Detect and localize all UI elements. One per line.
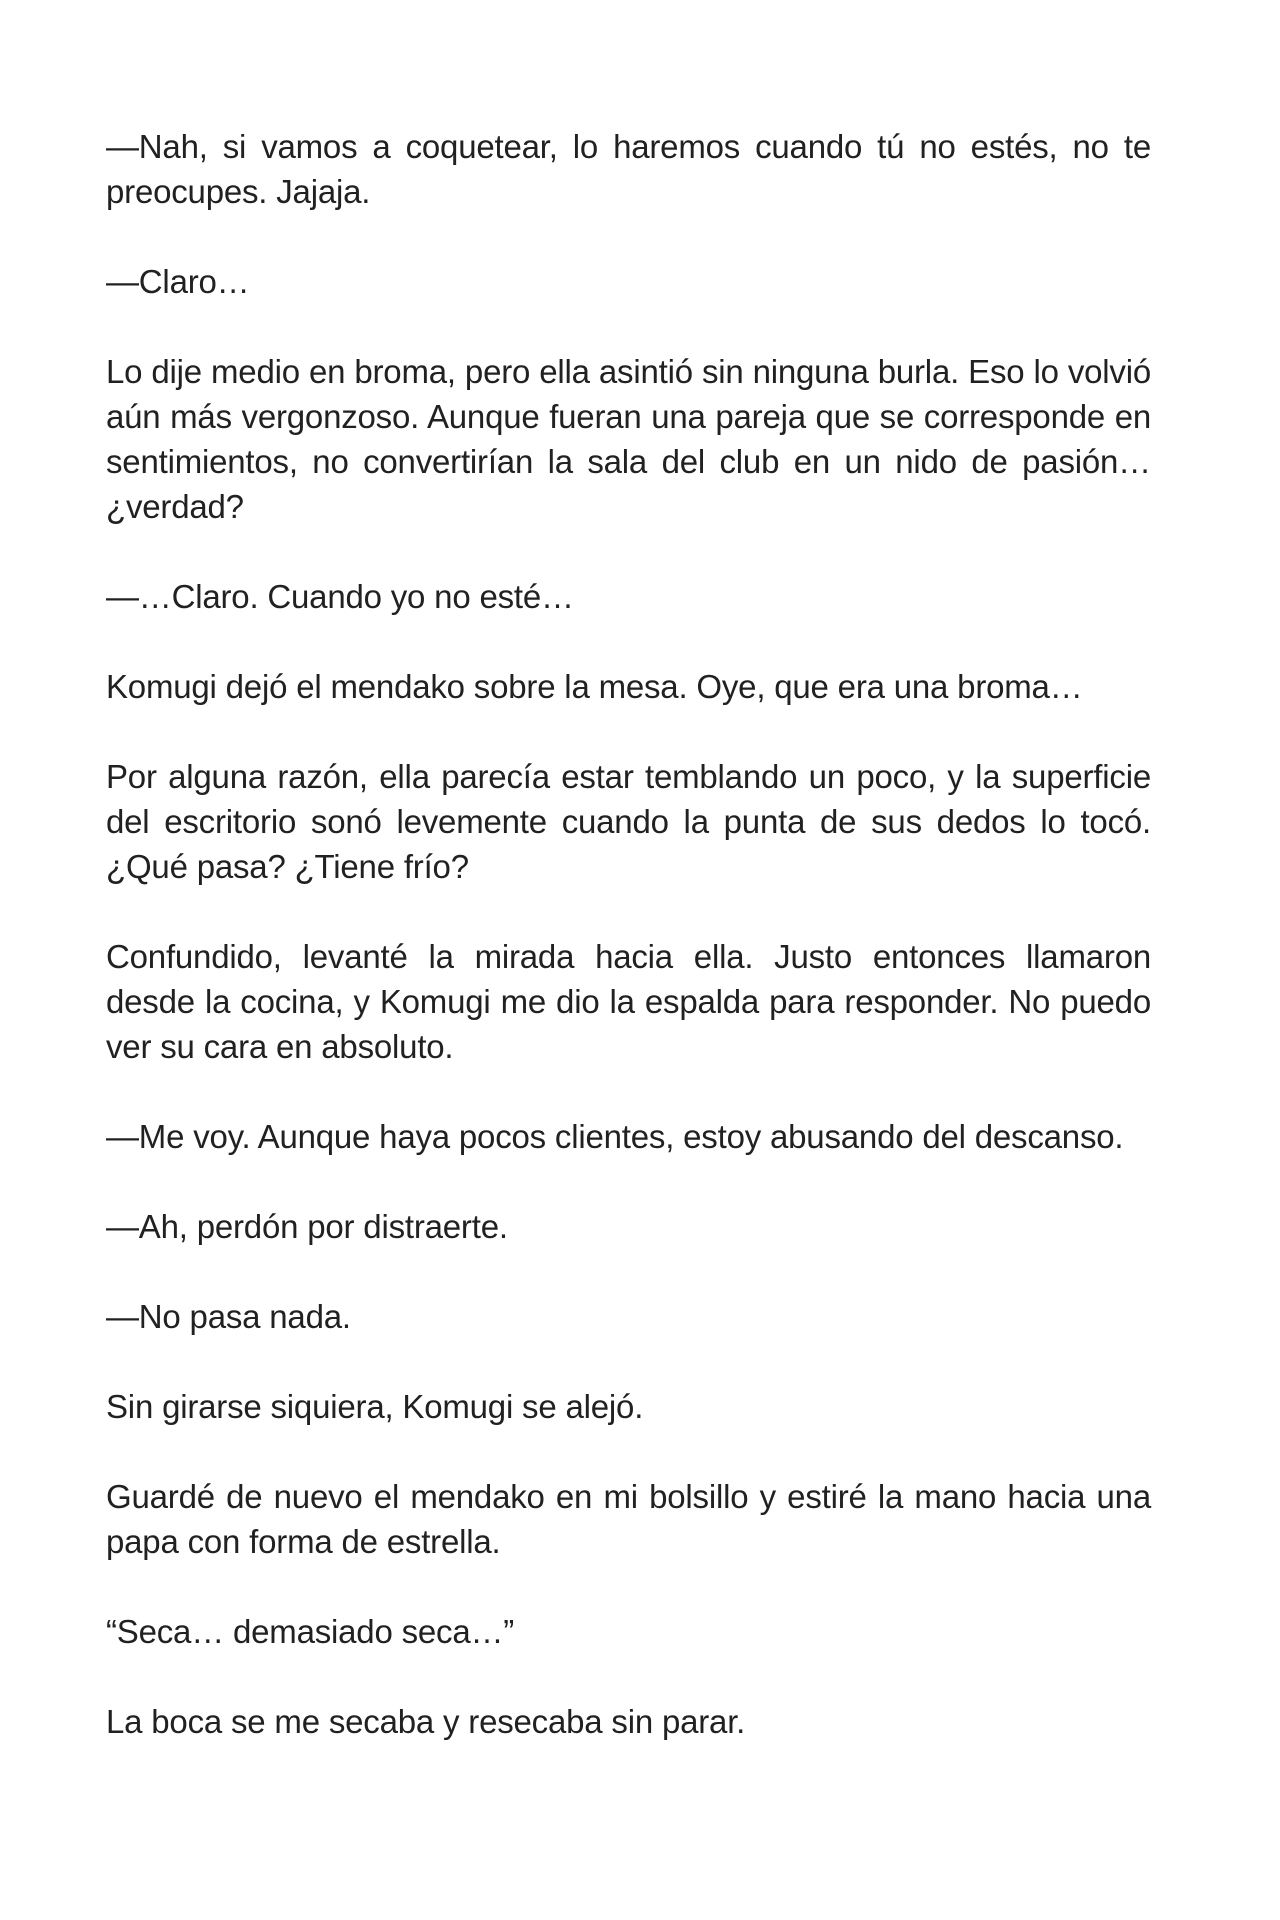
paragraph: —Nah, si vamos a coquetear, lo haremos cuando tú no estés, no te preocupes. Jajaja. bbox=[106, 128, 1151, 210]
paragraph: La boca se me secaba y resecaba sin parar. bbox=[106, 1703, 746, 1740]
paragraph: —No pasa nada. bbox=[106, 1298, 351, 1335]
paragraph: Por alguna razón, ella parecía estar temblando un poco, y la superficie del escritorio sonó levemente cuando la punta de sus dedos lo tocó. ¿Qué pasa? ¿Tiene frío? bbox=[106, 758, 1151, 885]
paragraph: —Claro… bbox=[106, 263, 250, 300]
paragraph: Guardé de nuevo el mendako en mi bolsillo y estiré la mano hacia una papa con forma de estrella. bbox=[106, 1478, 1151, 1560]
paragraph: —…Claro. Cuando yo no esté… bbox=[106, 578, 574, 615]
paragraph: Sin girarse siquiera, Komugi se alejó. bbox=[106, 1388, 644, 1425]
paragraph: —Me voy. Aunque haya pocos clientes, estoy abusando del descanso. bbox=[106, 1118, 1124, 1155]
paragraph: Komugi dejó el mendako sobre la mesa. Oye, que era una broma… bbox=[106, 668, 1083, 705]
paragraph: Lo dije medio en broma, pero ella asintió sin ninguna burla. Eso lo volvió aún más vergonzoso. Aunque fueran una pareja que se corresponde en sentimientos, no convertirían la sala del club en un nido de pasión… ¿verdad? bbox=[106, 353, 1151, 525]
paragraph: “Seca… demasiado seca…” bbox=[106, 1613, 515, 1650]
paragraph: Confundido, levanté la mirada hacia ella. Justo entonces llamaron desde la cocina, y Komugi me dio la espalda para responder. No puedo ver su cara en absoluto. bbox=[106, 938, 1151, 1065]
paragraph: —Ah, perdón por distraerte. bbox=[106, 1208, 508, 1245]
page-content bbox=[106, 124, 1151, 1744]
